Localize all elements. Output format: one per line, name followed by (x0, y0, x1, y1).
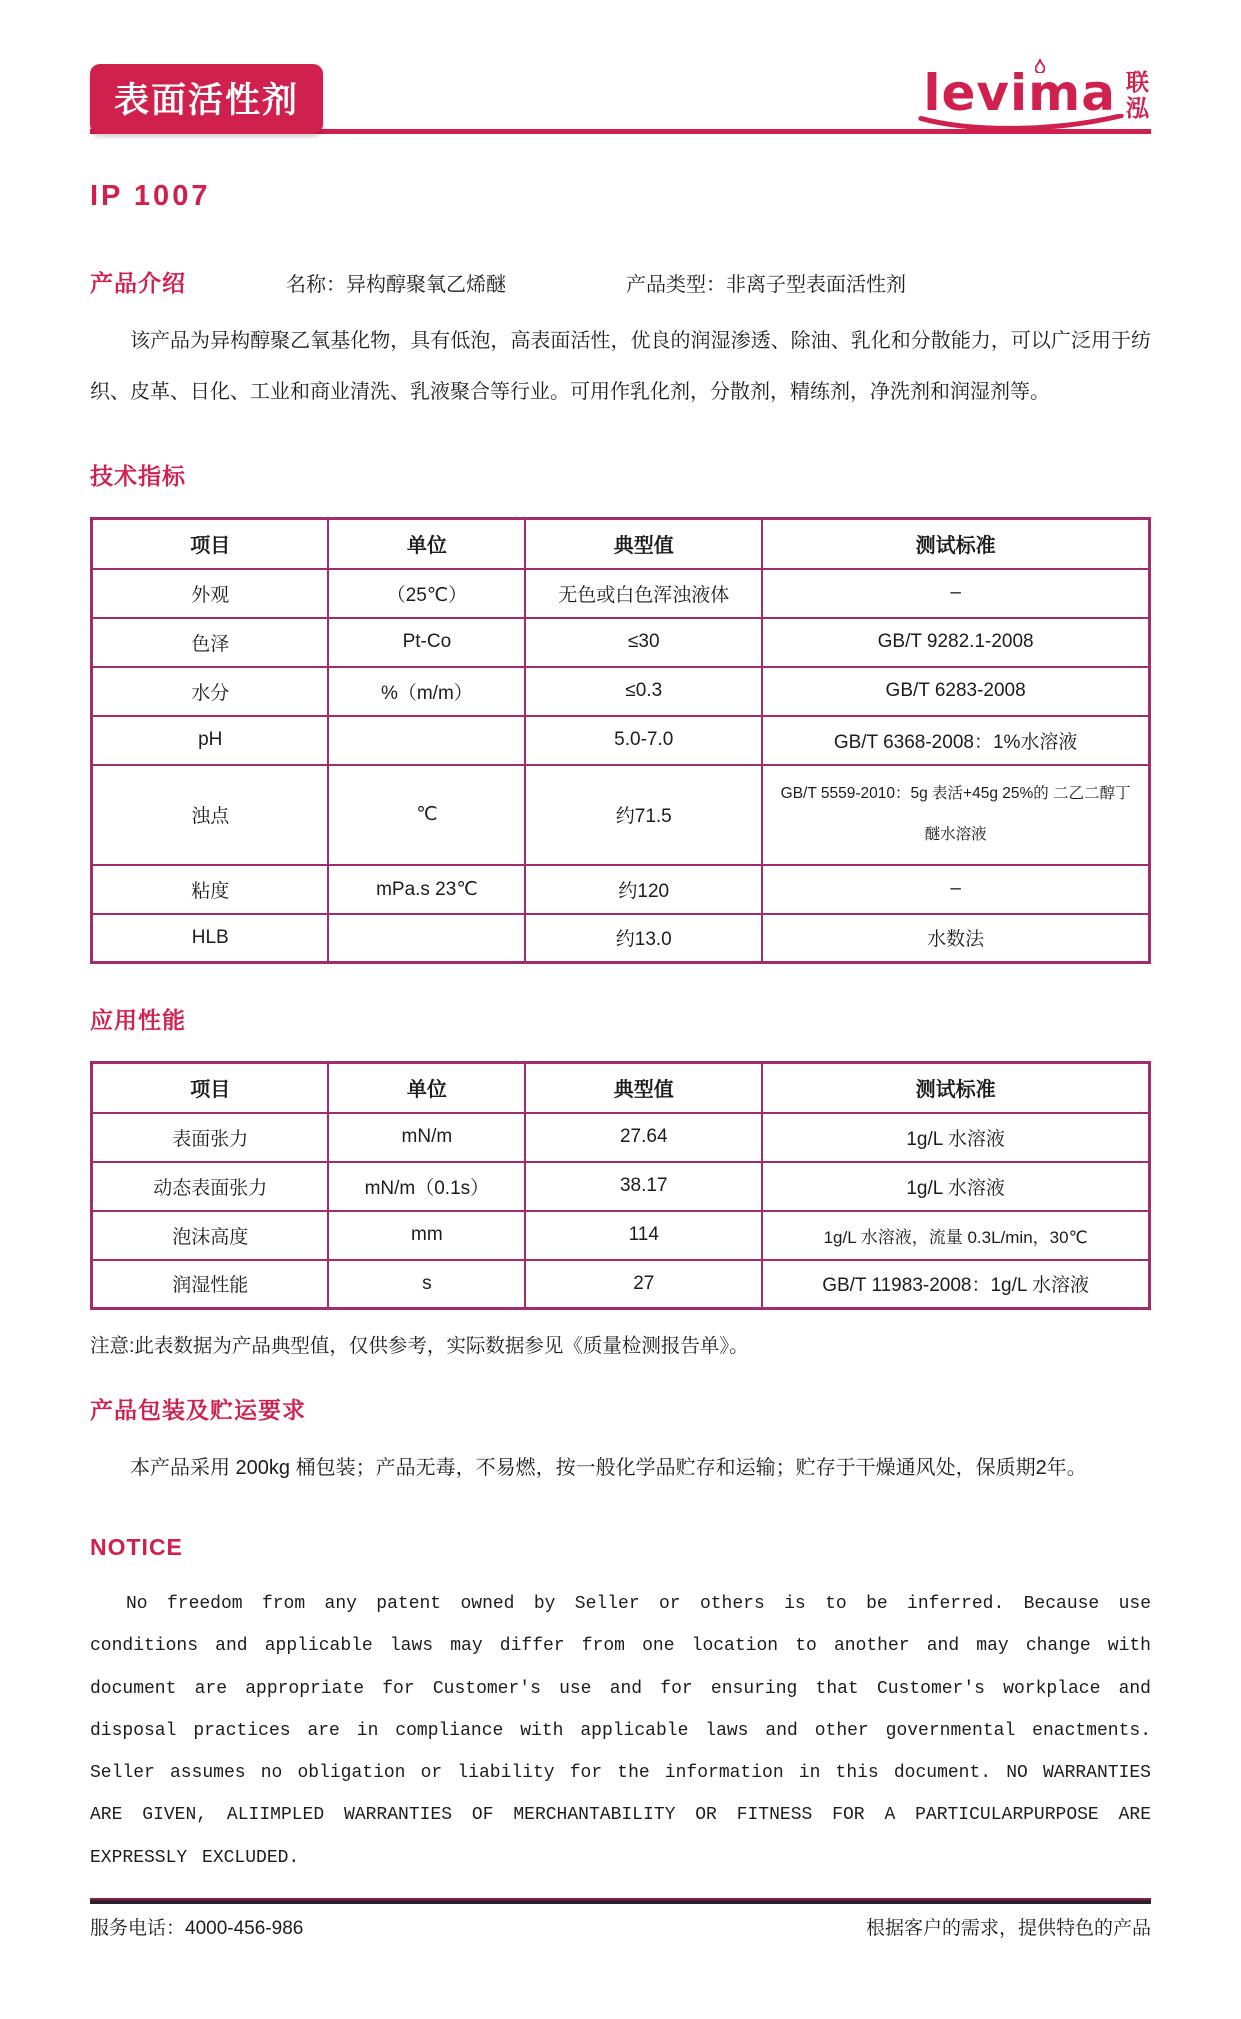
table-cell: pH (92, 716, 329, 765)
column-header: 典型值 (525, 519, 762, 569)
table-cell: 38.17 (525, 1162, 762, 1211)
table-cell: （25℃） (328, 569, 525, 618)
notice-heading: NOTICE (90, 1534, 183, 1560)
table-cell (328, 914, 525, 963)
table-cell: ≤0.3 (525, 667, 762, 716)
column-header: 单位 (328, 519, 525, 569)
table-row (92, 618, 1150, 667)
table-cell: 泡沫高度 (92, 1211, 329, 1260)
table-row (92, 716, 1150, 765)
column-header: 项目 (92, 1063, 329, 1113)
table-cell: 1g/L 水溶液 (762, 1162, 1149, 1211)
footer-slogan: 根据客户的需求，提供特色的产品 (865, 1918, 1151, 1939)
table-cell: 外观 (92, 569, 329, 618)
table-cell: ≤30 (525, 618, 762, 667)
table-cell: ℃ (328, 765, 525, 865)
header-row (92, 519, 1150, 569)
table-cell: 动态表面张力 (92, 1162, 329, 1211)
table-cell: 浊点 (92, 765, 329, 865)
table-row (92, 1260, 1150, 1309)
table-cell: 色泽 (92, 618, 329, 667)
footer-row (90, 1913, 1151, 1940)
page-header (90, 64, 1151, 134)
table-cell: GB/T 6283-2008 (762, 667, 1149, 716)
table-row (92, 865, 1150, 914)
table-cell: 5.0-7.0 (525, 716, 762, 765)
table-row (92, 1162, 1150, 1211)
column-header: 测试标准 (762, 1063, 1149, 1113)
service-phone: 服务电话：4000-456-986 (90, 1918, 304, 1939)
table-row (92, 1211, 1150, 1260)
app-performance-table (90, 1061, 1151, 1310)
table-cell (328, 716, 525, 765)
table-row (92, 569, 1150, 618)
table-row (92, 914, 1150, 963)
table-cell: GB/T 5559-2010：5g 表活+45g 25%的 二乙二醇丁醚水溶液 (762, 765, 1149, 865)
page-footer (90, 1898, 1151, 1940)
table-cell: HLB (92, 914, 329, 963)
table-cell: 114 (525, 1211, 762, 1260)
table-cell: 约13.0 (525, 914, 762, 963)
table-cell: 无色或白色浑浊液体 (525, 569, 762, 618)
logo-cn-char-bottom: 泓 (1126, 94, 1149, 121)
column-header: 单位 (328, 1063, 525, 1113)
table-cell: GB/T 6368-2008：1%水溶液 (762, 716, 1149, 765)
table-cell: GB/T 9282.1-2008 (762, 618, 1149, 667)
logo-cn-char-top: 联 (1126, 69, 1149, 96)
table-note: 注意:此表数据为产品典型值，仅供参考，实际数据参见《质量检测报告单》。 (90, 1335, 749, 1357)
table-cell: mN/m（0.1s） (328, 1162, 525, 1211)
notice-text: No freedom from any patent owned by Seller or others is to be inferred. Because use conditions and applicable laws may differ from one location to another and may change with document are appropriate for Customer's use and for ensuring that Customer's workplace and disposal practices are in compliance with applicable laws and other governmental enactments. Seller assumes no obligation or liability for the information in this document. NO WARRANTIES ARE GIVEN, ALIIMPLED WARRANTIES OF MERCHANTABILITY OR FITNESS FOR A PARTICULARPURPOSE ARE EXPRESSLY EXCLUDED. (90, 1594, 1151, 1868)
logo-swoosh-icon (917, 114, 1125, 132)
intro-heading: 产品介绍 (90, 270, 186, 296)
table-cell: GB/T 11983-2008：1g/L 水溶液 (762, 1260, 1149, 1309)
product-description: 该产品为异构醇聚乙氧基化物，具有低泡，高表面活性，优良的润湿渗透、除油、乳化和分散能力，可以广泛用于纺织、皮革、日化、工业和商业清洗、乳液聚合等行业。可用作乳化剂，分散剂，精练剂，净洗剂和润湿剂等。 (90, 330, 1151, 403)
logo-text: levima (923, 64, 1116, 123)
product-type: 产品类型：非离子型表面活性剂 (626, 274, 906, 296)
table-cell: 1g/L 水溶液 (762, 1113, 1149, 1162)
table-row (92, 667, 1150, 716)
tech-specs-heading: 技术指标 (90, 463, 186, 489)
category-banner: 表面活性剂 (90, 64, 323, 134)
app-performance-heading: 应用性能 (90, 1007, 186, 1033)
product-name: 名称：异构醇聚氧乙烯醚 (286, 274, 506, 296)
table-cell: mPa.s 23℃ (328, 865, 525, 914)
column-header: 典型值 (525, 1063, 762, 1113)
table-cell: 约71.5 (525, 765, 762, 865)
table-cell: 润湿性能 (92, 1260, 329, 1309)
table-cell: Pt-Co (328, 618, 525, 667)
table-cell: 水分 (92, 667, 329, 716)
table-cell: – (762, 569, 1149, 618)
table-cell: 27 (525, 1260, 762, 1309)
table-cell: 约120 (525, 865, 762, 914)
table-cell: 27.64 (525, 1113, 762, 1162)
table-cell: 粘度 (92, 865, 329, 914)
logo-chinese (1126, 70, 1149, 121)
table-row (92, 765, 1150, 865)
packaging-heading: 产品包装及贮运要求 (90, 1397, 306, 1423)
packaging-text: 本产品采用 200kg 桶包装；产品无毒，不易燃，按一般化学品贮存和运输；贮存于干燥通风处，保质期2年。 (130, 1457, 1087, 1479)
droplet-icon (1035, 59, 1045, 73)
table-cell: mN/m (328, 1113, 525, 1162)
column-header: 测试标准 (762, 519, 1149, 569)
table-row (92, 1113, 1150, 1162)
column-header: 项目 (92, 519, 329, 569)
tech-specs-table (90, 517, 1151, 964)
table-cell: 水数法 (762, 914, 1149, 963)
header-row (92, 1063, 1150, 1113)
logo-wordmark (923, 64, 1116, 123)
product-title: IP 1007 (90, 180, 211, 212)
table-cell: – (762, 865, 1149, 914)
table-cell: 表面张力 (92, 1113, 329, 1162)
footer-divider (90, 1898, 1151, 1904)
table-cell: mm (328, 1211, 525, 1260)
table-cell: s (328, 1260, 525, 1309)
intro-row (90, 265, 1151, 298)
table-cell: %（m/m） (328, 667, 525, 716)
table-cell: 1g/L 水溶液，流量 0.3L/min，30℃ (762, 1211, 1149, 1260)
brand-logo (923, 64, 1149, 123)
